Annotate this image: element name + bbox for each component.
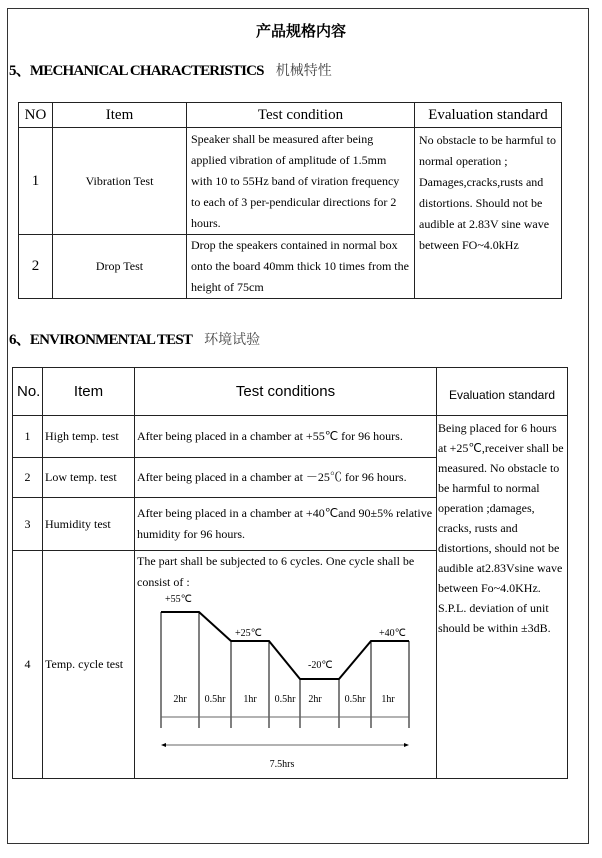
row-condition: After being placed in a chamber at －25℃ for 96 hours. [135,458,437,498]
level-label: +25℃ [235,628,262,639]
header-evaluation: Evaluation standard [437,368,568,416]
section-5-title: 5、MECHANICAL CHARACTERISTICS [9,63,264,79]
duration-label: 0.5hr [274,694,296,705]
section-6-title: 6、ENVIRONMENTAL TEST [9,332,193,348]
time-divider-lines [161,612,409,728]
level-label: +40℃ [379,628,406,639]
evaluation-standard: No obstacle to be harmful to normal operation ; Damages,cracks,rusts and distortions. Should not be audible at 2.83V sine wave between FO~4.0kHz [415,128,562,299]
row-item: High temp. test [43,416,135,458]
total-duration-label: 7.5hrs [269,759,295,770]
row-item: Vibration Test [53,128,187,235]
row-no: 4 [13,551,43,779]
row-item: Temp. cycle test [43,551,135,779]
level-label: -20℃ [308,660,333,671]
header-item: Item [43,368,135,416]
level-label: +55℃ [165,594,192,605]
row-no: 1 [13,416,43,458]
row-item: Humidity test [43,498,135,551]
section-6-title-cn: 环境试验 [204,332,261,348]
row-no: 1 [19,128,53,235]
duration-label: 1hr [243,694,257,705]
header-no: No. [13,368,43,416]
row-condition: The part shall be subjected to 6 cycles. One cycle shall be consist of : [135,551,437,779]
row-item: Low temp. test [43,458,135,498]
duration-label: 0.5hr [204,694,226,705]
row-condition: Speaker shall be measured after being applied vibration of amplitude of 1.5mm with 10 to 55Hz band of viration frequency to each of 3 per-pendicular directions for 2 hours. [187,128,415,235]
row-condition: Drop the speakers contained in normal box onto the board 40mm thick 10 times from the height of 75cm [187,235,415,299]
header-evaluation: Evaluation standard [415,103,562,128]
duration-label: 1hr [381,694,395,705]
row-condition: After being placed in a chamber at +55℃ for 96 hours. [135,416,437,458]
evaluation-standard: Being placed for 6 hours at +25℃,receiver shall be measured. No obstacle to be harmful to normal operation ;damages, cracks, rusts and distortions, should not be audible at2.83Vsine wave between Fo~4.0KHz. S.P.L. deviation of unit should be within ±3dB. [437,416,568,779]
row-no: 2 [13,458,43,498]
page-title: 产品规格内容 [255,22,346,40]
duration-label: 2hr [173,694,187,705]
duration-label: 0.5hr [344,694,366,705]
header-test-conditions: Test conditions [135,368,437,416]
row-no: 3 [13,498,43,551]
section-5-title-cn: 机械特性 [275,63,332,79]
row-condition: After being placed in a chamber at +40℃and 90±5% relative humidity for 96 hours. [135,498,437,551]
header-item: Item [53,103,187,128]
temperature-profile-line [161,612,409,679]
header-no: NO [19,103,53,128]
duration-label: 2hr [308,694,322,705]
header-test-condition: Test condition [187,103,415,128]
row-item: Drop Test [53,235,187,299]
row-no: 2 [19,235,53,299]
